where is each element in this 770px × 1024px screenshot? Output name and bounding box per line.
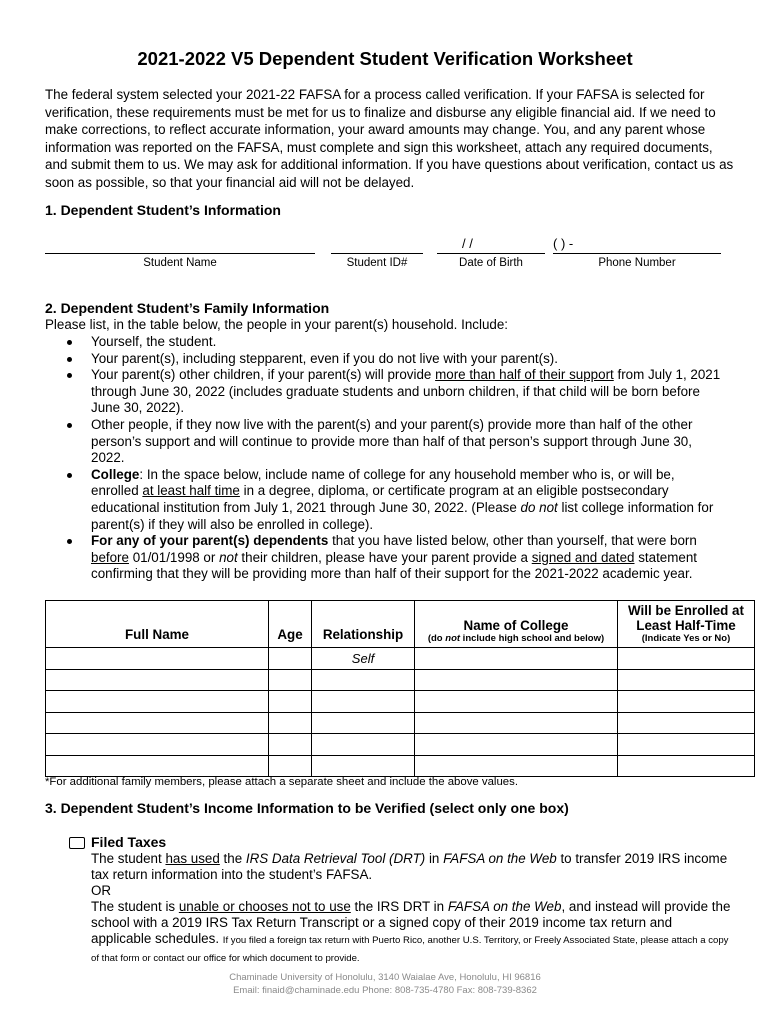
cell[interactable] <box>415 755 618 777</box>
section-2-intro: Please list, in the table below, the people in your parent(s) household. Include: <box>45 317 509 332</box>
table-row <box>46 691 755 713</box>
cell[interactable] <box>312 669 415 691</box>
cell[interactable] <box>269 669 312 691</box>
section-3-heading: 3. Dependent Student’s Income Information to be Verified (select only one box) <box>45 800 569 816</box>
cell[interactable] <box>618 734 755 756</box>
transcript-paragraph: The student is unable or chooses not to use the IRS DRT in FAFSA on the Web, and instead will provide the school with a 2019 IRS Tax Return Transcript or a signed copy of their 2019 income tax return and applicable schedules. If you filed a foreign tax return with Puerto Rico, another U.S. Territory, or Freely Associated State, please attach a copy of that form or contact our office for which document to provide. <box>91 899 731 964</box>
list-item: College: In the space below, include name of college for any household member who is, or will be, enrolled at least half time in a degree, diploma, or certificate program at an eligible postsecondary educational institution from July 1, 2021 through June 30, 2022. (Please do not list college information for parent(s) if they will also be enrolled in college). <box>45 467 725 533</box>
cell[interactable] <box>46 648 269 670</box>
student-name-field[interactable] <box>45 236 315 269</box>
list-item: Your parent(s), including stepparent, even if you do not live with your parent(s). <box>45 351 725 368</box>
or-label: OR <box>91 883 112 898</box>
bullet-icon <box>67 539 72 544</box>
header-college: Name of College (do not include high school and below) <box>415 601 618 648</box>
footer-address: Chaminade University of Honolulu, 3140 Waialae Ave, Honolulu, HI 96816 <box>229 972 541 983</box>
cell[interactable] <box>312 712 415 734</box>
cell[interactable] <box>269 734 312 756</box>
cell[interactable] <box>46 712 269 734</box>
cell[interactable] <box>415 648 618 670</box>
footer-contact: Email: finaid@chaminade.edu Phone: 808-735-4780 Fax: 808-739-8362 <box>233 984 537 996</box>
filed-taxes-checkbox[interactable] <box>69 837 85 849</box>
student-id-field[interactable] <box>331 236 423 269</box>
phone-caption: Phone Number <box>598 257 676 269</box>
student-name-caption: Student Name <box>143 257 217 269</box>
cell[interactable] <box>269 712 312 734</box>
foreign-return-note: If you filed a foreign tax return with Puerto Rico, another U.S. Territory, or Freely Associated State, please attach a copy of that form or contact our office for which document to provide. <box>91 935 729 964</box>
list-item: Your parent(s) other children, if your parent(s) will provide more than half of their support from July 1, 2021 through June 30, 2022 (includes graduate students and unborn children, if that child will be born before June 30, 2022). <box>45 367 725 417</box>
cell[interactable] <box>46 755 269 777</box>
student-info-fields <box>45 236 725 276</box>
header-full-name: Full Name <box>46 601 269 648</box>
dob-line[interactable] <box>437 236 545 254</box>
cell[interactable] <box>415 734 618 756</box>
table-footnote: *For additional family members, please attach a separate sheet and include the above values. <box>45 776 518 788</box>
header-relationship: Relationship <box>312 601 415 648</box>
cell[interactable] <box>312 691 415 713</box>
phone-field[interactable] <box>553 236 721 269</box>
table-row <box>46 648 755 670</box>
bullet-icon <box>67 373 72 378</box>
cell[interactable] <box>618 669 755 691</box>
cell[interactable] <box>312 755 415 777</box>
cell[interactable] <box>269 755 312 777</box>
cell[interactable] <box>312 734 415 756</box>
list-item: Other people, if they now live with the parent(s) and your parent(s) provide more than half of the other person’s support and will continue to provide more than half of that person’s support through June 30, 2022. <box>45 417 725 467</box>
header-age: Age <box>269 601 312 648</box>
page-footer <box>0 972 770 997</box>
bullet-icon <box>67 357 72 362</box>
page-title: 2021-2022 V5 Dependent Student Verification Worksheet <box>137 48 633 69</box>
bullet-icon <box>67 423 72 428</box>
cell[interactable] <box>618 712 755 734</box>
student-id-line[interactable] <box>331 236 423 254</box>
household-bullets <box>45 334 725 583</box>
bullet-icon <box>67 340 72 345</box>
enrolled-note: (Indicate Yes or No) <box>641 633 731 644</box>
table-row <box>46 669 755 691</box>
phone-separators: ( ) - <box>553 236 574 251</box>
cell[interactable] <box>618 691 755 713</box>
college-note: (do not include high school and below) <box>427 633 605 644</box>
cell[interactable] <box>415 691 618 713</box>
phone-line[interactable] <box>553 236 721 254</box>
section-2-heading: 2. Dependent Student’s Family Information <box>45 300 330 316</box>
filed-taxes-label: Filed Taxes <box>91 834 167 850</box>
header-enrolled: Will be Enrolled at Least Half-Time (Indicate Yes or No) <box>618 601 755 648</box>
dob-caption: Date of Birth <box>459 257 523 269</box>
dob-field[interactable] <box>437 236 545 269</box>
table-row <box>46 755 755 777</box>
section-1-heading: 1. Dependent Student’s Information <box>45 202 281 218</box>
list-item: For any of your parent(s) dependents that you have listed below, other than yourself, that were born before 01/01/1998 or not their children, please have your parent provide a signed and dated statement confirming that they will be providing more than half of their support for the 2021-2022 academic year. <box>45 533 725 583</box>
list-item: Yourself, the student. <box>45 334 725 351</box>
cell[interactable] <box>269 691 312 713</box>
cell[interactable] <box>46 691 269 713</box>
cell[interactable] <box>46 734 269 756</box>
cell[interactable] <box>269 648 312 670</box>
student-id-caption: Student ID# <box>346 257 408 269</box>
intro-paragraph: The federal system selected your 2021-22 FAFSA for a process called verification. If your FAFSA is selected for verification, these requirements must be met for us to finalize and disburse any eligible financial aid. If we need to make corrections, to reflect accurate information, your award amounts may change. You, and any parent whose information was reported on the FAFSA, must complete and sign this worksheet, attach any required documents, and submit them to us. We may ask for additional information. If you have questions about verification, contact us as soon as possible, so that your financial aid will not be delayed. <box>45 87 734 190</box>
table-header-row <box>46 601 755 648</box>
table-row <box>46 712 755 734</box>
filed-taxes-body <box>91 851 731 967</box>
dob-separators: / / <box>462 236 473 251</box>
family-table <box>45 600 755 777</box>
table-row <box>46 734 755 756</box>
relationship-self-cell: Self <box>312 648 415 670</box>
cell[interactable] <box>46 669 269 691</box>
student-name-line[interactable] <box>45 236 315 254</box>
bullet-icon <box>67 473 72 478</box>
cell[interactable] <box>415 712 618 734</box>
drt-paragraph: The student has used the IRS Data Retrieval Tool (DRT) in FAFSA on the Web to transfer 2019 IRS income tax return information into the student’s FAFSA. <box>91 851 728 882</box>
cell[interactable] <box>415 669 618 691</box>
cell[interactable] <box>618 755 755 777</box>
cell[interactable] <box>618 648 755 670</box>
